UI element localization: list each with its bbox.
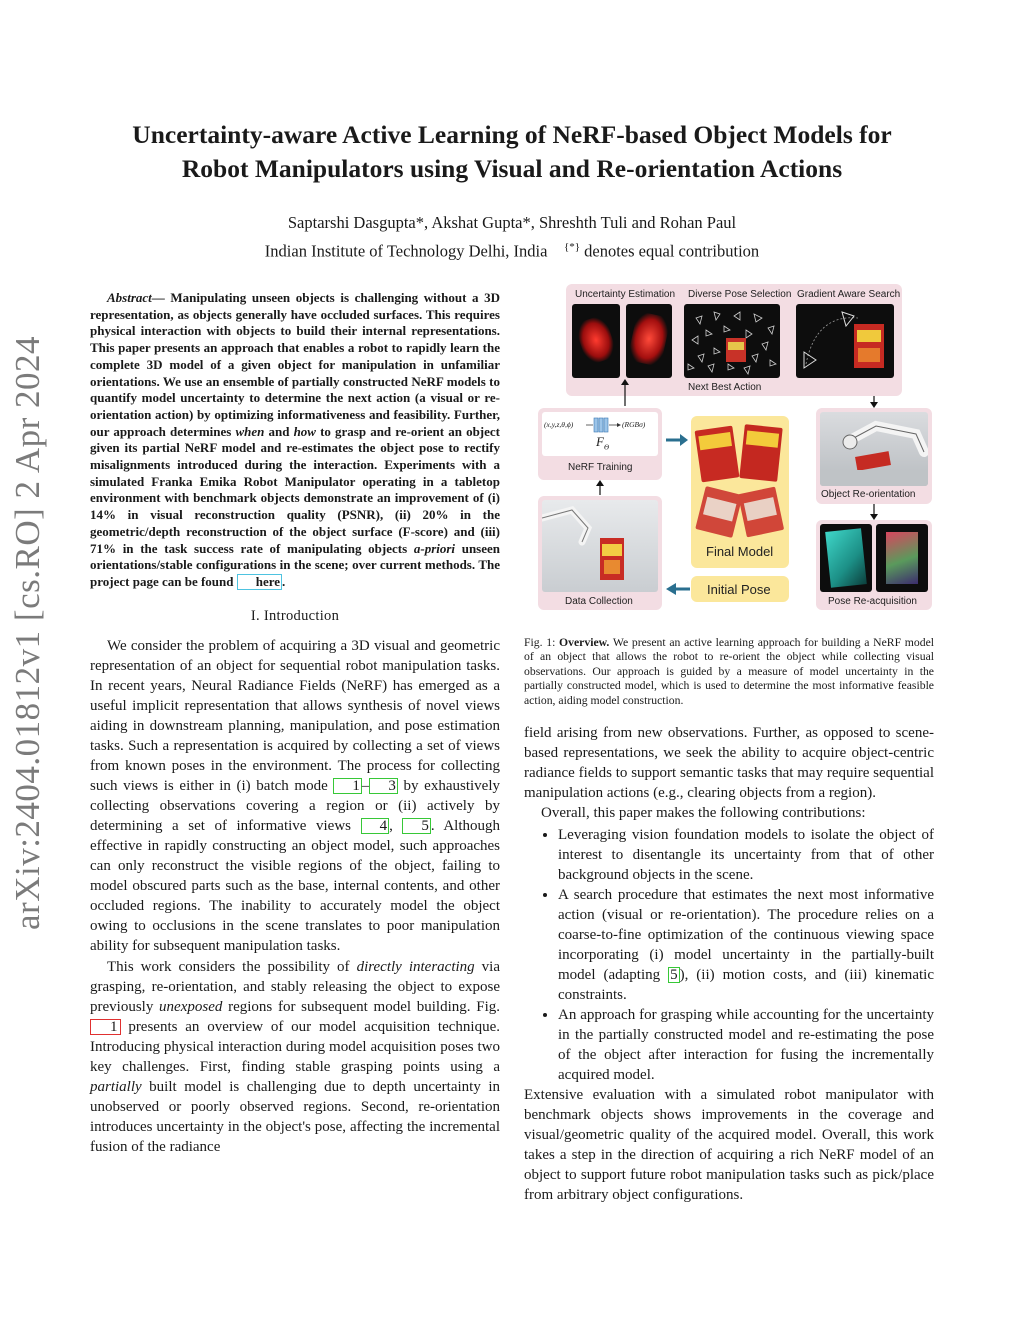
arrow-up-icon [620, 379, 630, 407]
title-line-1: Uncertainty-aware Active Learning of NeRF-based Object Models for [132, 120, 892, 149]
contribution-item-3: • An approach for grasping while accounting for the uncertainty in the partially constructed model and re-estimating the pose of the object after interaction for fusing the incrementally acquired model. [558, 1005, 934, 1085]
arrow-down-icon [869, 504, 879, 520]
label-uncertainty-estimation: Uncertainty Estimation [575, 289, 676, 300]
abstract-and: and [264, 423, 294, 439]
right-paragraph-1: field arising from new observations. Further, as opposed to scene-based representations, we seek the ability to acquire object-centric radiance fields to support semantic tasks that may require sequential manipulation actions (e.g., clearing objects from a region). [524, 725, 934, 801]
section-heading-introduction: I. Introduction [250, 607, 340, 624]
nerf-function-label: $F_\Theta$ [596, 434, 610, 452]
abstract-end: . [282, 573, 286, 589]
equal-note-symbol: {*} [563, 241, 581, 253]
right-column [524, 723, 934, 1205]
label-initial-pose: Initial Pose [707, 582, 771, 597]
abstract-text-3: unseen orientations/stable configurations in the scene; over current methods. The project page can be found [90, 540, 501, 589]
nerf-output-label: (RGBσ) [622, 420, 646, 429]
abstract-apriori: a-priori [413, 540, 456, 556]
equal-contribution-note: denotes equal contribution [584, 241, 760, 261]
uncertainty-render-1 [572, 304, 620, 378]
pose-reacq-render-1 [820, 524, 872, 592]
arrow-down-icon [869, 396, 879, 408]
label-diverse-pose-selection: Diverse Pose Selection [688, 289, 792, 300]
contribution-item-1: • Leveraging vision foundation models to isolate the object of interest to disentangle its uncertainty from that of other background objects in the scene. [558, 825, 934, 885]
figure-1-link[interactable]: 1 [90, 1019, 121, 1035]
label-data-collection: Data Collection [565, 596, 633, 607]
citation-3[interactable]: 3 [369, 778, 398, 794]
intro-paragraph-1: We consider the problem of acquiring a 3D visual and geometric representation of an object for sequential robot manipulation tasks. In recent years, Neural Radiance Fields (NeRF) has emerged as a useful implicit representation that allows synthesis of novel views aiding in downstream planning, manipulation, and pose estimation tasks. Such a representation is acquired by collecting a set of views from known poses in the environment. The process for collecting such views is either in (i) batch mode 1 – 3 by exhaustively collecting observations covering a region or (ii) actively by determining a set of informative views 4 , 5 . Although effective in rapidly constructing an object model, such approaches can only reconstruct the visible regions of the object, failing to model obscured parts such as the base, internal contents, and other occluded regions. The inability to accurately model the object owing to occlusions in the scene translates to poor manipulation ability for subsequent manipulation tasks. [90, 637, 500, 954]
citation-1[interactable]: 1 [333, 778, 362, 794]
abstract-when: when [235, 423, 265, 439]
label-next-best-action: Next Best Action [688, 382, 762, 393]
overview-figure [536, 284, 934, 614]
abstract-how: how [293, 423, 316, 439]
object-reorientation-render [820, 412, 928, 486]
label-nerf-training: NeRF Training [568, 462, 633, 473]
authors: Saptarshi Dasgupta*, Akshat Gupta*, Shreshth Tuli and Rohan Paul [287, 213, 737, 232]
title-line-2: Robot Manipulators using Visual and Re-orientation Actions [181, 154, 843, 183]
arrow-left-icon [666, 583, 690, 595]
left-column [90, 290, 500, 1157]
final-model-view-1 [695, 426, 740, 483]
label-pose-reacquisition: Pose Re-acquisition [828, 596, 917, 607]
pose-reacq-render-2 [876, 524, 928, 592]
arxiv-identifier: arXiv:2404.01812v1 [cs.RO] 2 Apr 2024 [8, 335, 47, 930]
citation-5[interactable]: 5 [402, 818, 431, 834]
abstract-label: Abstract [107, 290, 152, 305]
diverse-pose-render [684, 304, 780, 378]
arrow-right-icon [666, 434, 688, 446]
figure-caption: Fig. 1: Overview. We present an active learning approach for building a NeRF model of an object that allows the robot to re-orient the object while collecting visual observations. Our approach is guided by a measure of model uncertainty in the partially constructed model, which is used to determine the most informative feasible action, aiding model construction. [524, 636, 934, 707]
abstract-text-2: to grasp and re-orient an object given its partial NeRF model and re-estimates the object pose to rectify misalignments introduced during the interaction. Experiments with a simulated Franka Emika Robot Manipulator operating in a tabletop environment with benchmark objects demonstrate an improvement of (i) 14% in visual reconstruction quality (PSNR), (ii) 20% in the geometric/depth reconstruction of the object surface (F-score) and (iii) 71% in the task success rate of manipulating objects [90, 423, 501, 556]
label-object-reorientation: Object Re-orientation [821, 489, 916, 500]
arrow-up-icon [595, 480, 605, 496]
citation-5[interactable]: 5 [670, 967, 678, 983]
gradient-search-render [796, 304, 894, 378]
final-model-view-2 [739, 424, 782, 482]
citation-4[interactable]: 4 [361, 818, 390, 834]
label-gradient-aware-search: Gradient Aware Search [797, 289, 901, 300]
label-final-model: Final Model [706, 544, 774, 559]
project-page-link[interactable]: here [237, 574, 282, 590]
contributions-intro: Overall, this paper makes the following contributions: [541, 805, 866, 821]
affiliation: Indian Institute of Technology Delhi, India [264, 241, 548, 261]
intro-paragraph-2: This work considers the possibility of directly interacting via grasping, re-orientation, and stably releasing the object to expose previously unexposed regions for subsequent model building. Fig. 1 presents an overview of our model acquisition technique. Introducing physical interaction during model acquisition poses two key challenges. First, finding stable grasping points using a partially built model is challenging due to depth uncertainty in unobserved or poorly observed regions. Second, re-orientation introduces uncertainty in the object's pose, affecting the incremental fusion of the radiance [90, 958, 500, 1155]
nerf-input-label: (x,y,z,θ,ϕ) [544, 420, 574, 429]
abstract-text-1: — Manipulating unseen objects is challenging without a 3D representation, as objects generally have occluded surfaces. This requires physical interaction with objects to build their internal representations. This paper presents an approach that enables a robot to rapidly learn the complete 3D model of a given object for manipulation in unfamiliar orientations. We use an ensemble of partially constructed NeRF models to quantify model uncertainty to determine the next action (a visual or re-orientation action) by optimizing informativeness and feasibility. Further, our approach determines [90, 290, 500, 439]
affiliation-line [60, 235, 964, 264]
abstract [90, 290, 500, 591]
contributions-list [524, 825, 934, 1085]
paper-title [60, 118, 964, 186]
uncertainty-render-2 [626, 304, 672, 378]
contribution-item-2: • A search procedure that estimates the next most informative action (visual or re-orientation). The procedure relies on a coarse-to-fine optimization of the continuous viewing space incorporating (i) model uncertainty in the partially-built model (adapting 5 ), (ii) motion costs, and (iii) kinematic constraints. [558, 885, 934, 1005]
data-collection-render [542, 500, 658, 592]
right-paragraph-3: Extensive evaluation with a simulated robot manipulator with benchmark objects shows improvements in the coverage and visual/geometric quality of the acquired model. Overall, this work takes a step in the direction of acquiring a rich NeRF model of an object to support future robot manipulation tasks such as pick/place from arbitrary object configurations. [524, 1087, 934, 1203]
